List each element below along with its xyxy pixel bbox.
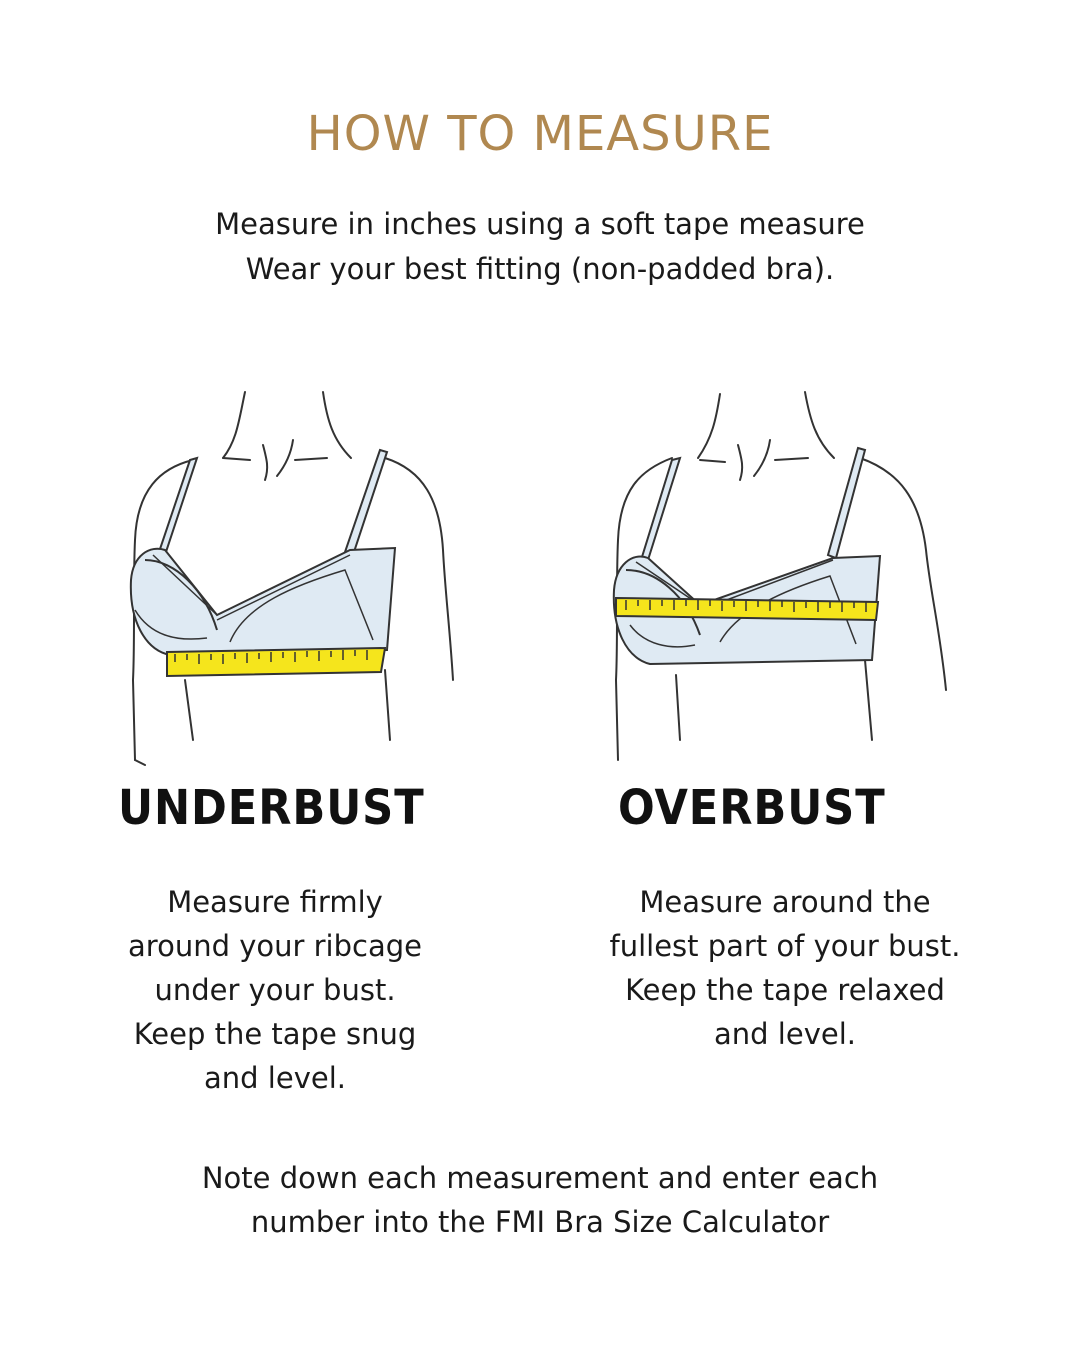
- intro-text: [0, 202, 1080, 292]
- instruction-line: Measure firmly: [167, 885, 383, 919]
- page-title: HOW TO MEASURE: [306, 106, 774, 162]
- intro-line: Measure in inches using a soft tape measure: [215, 207, 865, 241]
- instruction-line: and level.: [714, 1017, 856, 1051]
- underbust-label: UNDERBUST: [118, 780, 425, 836]
- instruction-line: and level.: [204, 1061, 346, 1095]
- overbust-instructions: [585, 880, 985, 1056]
- overbust-illustration: [590, 380, 970, 770]
- intro-line: Wear your best fitting (non-padded bra).: [245, 252, 835, 286]
- instruction-line: fullest part of your bust.: [609, 929, 961, 963]
- underbust-instructions: [90, 880, 460, 1100]
- instruction-line: Measure around the: [639, 885, 931, 919]
- instruction-line: under your bust.: [154, 973, 396, 1007]
- instruction-line: around your ribcage: [128, 929, 422, 963]
- overbust-label: OVERBUST: [618, 780, 886, 836]
- note-line: Note down each measurement and enter each: [201, 1161, 879, 1195]
- calculator-note: [0, 1156, 1080, 1244]
- note-line: number into the FMI Bra Size Calculator: [250, 1205, 830, 1239]
- instruction-line: Keep the tape snug: [133, 1017, 417, 1051]
- underbust-illustration: [105, 380, 485, 770]
- instruction-line: Keep the tape relaxed: [625, 973, 945, 1007]
